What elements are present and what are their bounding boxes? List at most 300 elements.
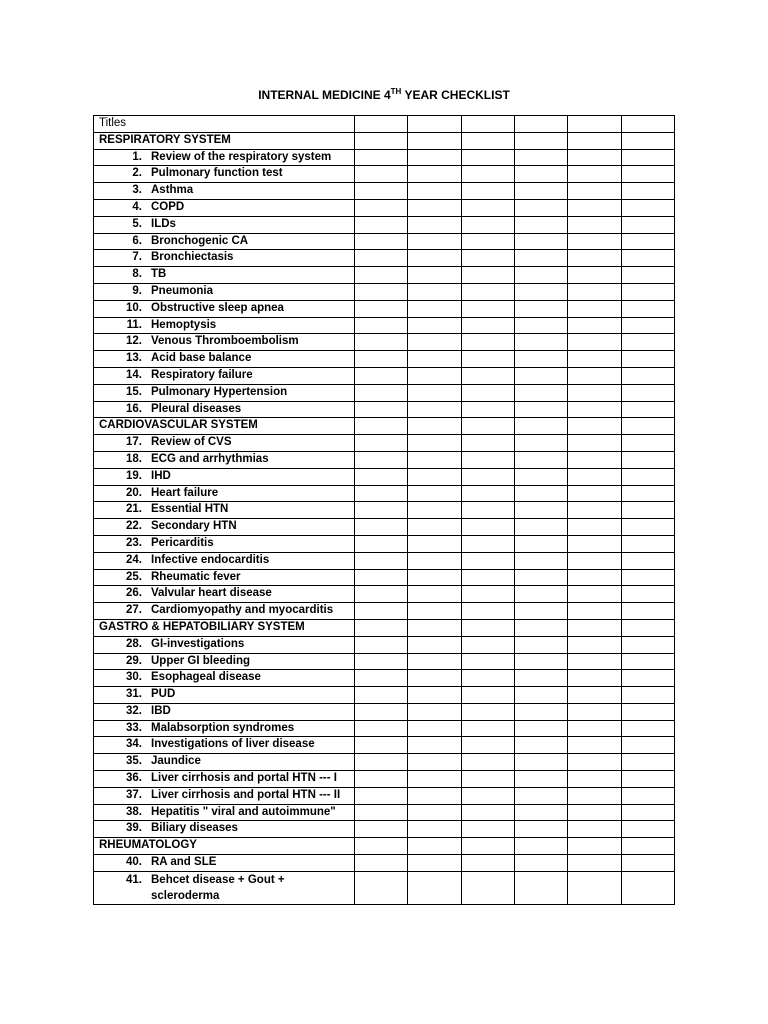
- checkbox-cell[interactable]: [408, 787, 461, 804]
- checkbox-cell[interactable]: [568, 116, 621, 133]
- checkbox-cell[interactable]: [621, 603, 674, 620]
- checkbox-cell[interactable]: [621, 233, 674, 250]
- checkbox-cell[interactable]: [568, 468, 621, 485]
- checkbox-cell[interactable]: [568, 317, 621, 334]
- checkbox-cell[interactable]: [568, 485, 621, 502]
- checkbox-cell[interactable]: [354, 821, 407, 838]
- checkbox-cell[interactable]: [568, 418, 621, 435]
- checkbox-cell[interactable]: [568, 619, 621, 636]
- checkbox-cell[interactable]: [461, 183, 514, 200]
- checkbox-cell[interactable]: [354, 401, 407, 418]
- checkbox-cell[interactable]: [621, 619, 674, 636]
- checkbox-cell[interactable]: [461, 317, 514, 334]
- checkbox-cell[interactable]: [514, 703, 567, 720]
- topic-label: TB: [151, 268, 167, 281]
- checkbox-cell[interactable]: [514, 838, 567, 855]
- checkbox-cell[interactable]: [408, 687, 461, 704]
- checkbox-cell[interactable]: [621, 821, 674, 838]
- checkbox-cell[interactable]: [461, 435, 514, 452]
- checkbox-cell[interactable]: [408, 603, 461, 620]
- checkbox-cell[interactable]: [408, 132, 461, 149]
- checkbox-cell[interactable]: [568, 132, 621, 149]
- checkbox-cell[interactable]: [354, 267, 407, 284]
- checkbox-cell[interactable]: [621, 737, 674, 754]
- topic-number: 38.: [126, 805, 142, 818]
- checkbox-cell[interactable]: [568, 401, 621, 418]
- checkbox-cell[interactable]: [568, 603, 621, 620]
- topic-number: 27.: [126, 604, 142, 617]
- topic-label: Pericarditis: [151, 536, 214, 549]
- checkbox-cell[interactable]: [461, 149, 514, 166]
- checkbox-cell[interactable]: [408, 737, 461, 754]
- checkbox-cell[interactable]: [408, 552, 461, 569]
- checkbox-cell[interactable]: [514, 250, 567, 267]
- checkbox-cell[interactable]: [621, 771, 674, 788]
- checkbox-cell[interactable]: [621, 569, 674, 586]
- checkbox-cell[interactable]: [621, 418, 674, 435]
- checkbox-cell[interactable]: [354, 351, 407, 368]
- section-row: [94, 132, 675, 149]
- checkbox-cell[interactable]: [354, 720, 407, 737]
- checkbox-cell[interactable]: [461, 569, 514, 586]
- checkbox-cell[interactable]: [408, 367, 461, 384]
- checkbox-cell[interactable]: [621, 401, 674, 418]
- checkbox-cell[interactable]: [408, 703, 461, 720]
- checkbox-cell[interactable]: [461, 754, 514, 771]
- checkbox-cell[interactable]: [514, 401, 567, 418]
- checkbox-cell[interactable]: [568, 250, 621, 267]
- checkbox-cell[interactable]: [514, 183, 567, 200]
- checkbox-cell[interactable]: [514, 283, 567, 300]
- checkbox-cell[interactable]: [568, 737, 621, 754]
- checkbox-cell[interactable]: [461, 418, 514, 435]
- checklist-row: [94, 754, 675, 771]
- checkbox-cell[interactable]: [514, 871, 567, 904]
- checkbox-cell[interactable]: [408, 670, 461, 687]
- checkbox-cell[interactable]: [461, 787, 514, 804]
- checkbox-cell[interactable]: [514, 804, 567, 821]
- checkbox-cell[interactable]: [354, 569, 407, 586]
- checkbox-cell[interactable]: [461, 468, 514, 485]
- checkbox-cell[interactable]: [514, 653, 567, 670]
- checkbox-cell[interactable]: [408, 401, 461, 418]
- checkbox-cell[interactable]: [408, 300, 461, 317]
- checkbox-cell[interactable]: [354, 871, 407, 904]
- checkbox-cell[interactable]: [354, 787, 407, 804]
- checkbox-cell[interactable]: [621, 636, 674, 653]
- checkbox-cell[interactable]: [514, 636, 567, 653]
- checkbox-cell[interactable]: [568, 804, 621, 821]
- checkbox-cell[interactable]: [621, 267, 674, 284]
- checkbox-cell[interactable]: [408, 351, 461, 368]
- checkbox-cell[interactable]: [621, 435, 674, 452]
- checkbox-cell[interactable]: [621, 250, 674, 267]
- topic-cell: [94, 300, 355, 317]
- checkbox-cell[interactable]: [621, 132, 674, 149]
- checkbox-cell[interactable]: [408, 754, 461, 771]
- checkbox-cell[interactable]: [568, 754, 621, 771]
- checkbox-cell[interactable]: [461, 451, 514, 468]
- checkbox-cell[interactable]: [354, 384, 407, 401]
- checkbox-cell[interactable]: [461, 166, 514, 183]
- checkbox-cell[interactable]: [354, 216, 407, 233]
- checkbox-cell[interactable]: [408, 771, 461, 788]
- checkbox-cell[interactable]: [621, 116, 674, 133]
- checkbox-cell[interactable]: [354, 737, 407, 754]
- checkbox-cell[interactable]: [354, 367, 407, 384]
- checkbox-cell[interactable]: [408, 216, 461, 233]
- checkbox-cell[interactable]: [461, 401, 514, 418]
- checkbox-cell[interactable]: [514, 502, 567, 519]
- checkbox-cell[interactable]: [621, 855, 674, 872]
- checkbox-cell[interactable]: [408, 183, 461, 200]
- checkbox-cell[interactable]: [354, 283, 407, 300]
- checkbox-cell[interactable]: [408, 485, 461, 502]
- checkbox-cell[interactable]: [568, 233, 621, 250]
- checkbox-cell[interactable]: [621, 317, 674, 334]
- checkbox-cell[interactable]: [568, 351, 621, 368]
- checkbox-cell[interactable]: [514, 367, 567, 384]
- checkbox-cell[interactable]: [354, 183, 407, 200]
- checkbox-cell[interactable]: [408, 384, 461, 401]
- checkbox-cell[interactable]: [514, 216, 567, 233]
- checkbox-cell[interactable]: [568, 838, 621, 855]
- checkbox-cell[interactable]: [408, 233, 461, 250]
- checkbox-cell[interactable]: [461, 367, 514, 384]
- checkbox-cell[interactable]: [354, 317, 407, 334]
- checkbox-cell[interactable]: [568, 367, 621, 384]
- checkbox-cell[interactable]: [461, 771, 514, 788]
- checkbox-cell[interactable]: [514, 485, 567, 502]
- checkbox-cell[interactable]: [568, 720, 621, 737]
- checkbox-cell[interactable]: [514, 855, 567, 872]
- checkbox-cell[interactable]: [408, 519, 461, 536]
- checkbox-cell[interactable]: [461, 720, 514, 737]
- checkbox-cell[interactable]: [354, 418, 407, 435]
- checkbox-cell[interactable]: [461, 670, 514, 687]
- checkbox-cell[interactable]: [354, 334, 407, 351]
- checkbox-cell[interactable]: [621, 384, 674, 401]
- topic-label: Malabsorption syndromes: [151, 721, 295, 734]
- checkbox-cell[interactable]: [621, 166, 674, 183]
- checkbox-cell[interactable]: [354, 670, 407, 687]
- checkbox-cell[interactable]: [461, 687, 514, 704]
- checkbox-cell[interactable]: [514, 132, 567, 149]
- checkbox-cell[interactable]: [461, 233, 514, 250]
- checkbox-cell[interactable]: [354, 636, 407, 653]
- checkbox-cell[interactable]: [568, 166, 621, 183]
- checkbox-cell[interactable]: [568, 334, 621, 351]
- checkbox-cell[interactable]: [461, 283, 514, 300]
- checkbox-cell[interactable]: [408, 855, 461, 872]
- checkbox-cell[interactable]: [568, 653, 621, 670]
- checkbox-cell[interactable]: [514, 451, 567, 468]
- checkbox-cell[interactable]: [514, 771, 567, 788]
- checkbox-cell[interactable]: [461, 300, 514, 317]
- checkbox-cell[interactable]: [408, 199, 461, 216]
- checkbox-cell[interactable]: [621, 149, 674, 166]
- checkbox-cell[interactable]: [354, 703, 407, 720]
- checkbox-cell[interactable]: [461, 855, 514, 872]
- topic-label: Pleural diseases: [151, 402, 242, 415]
- checkbox-cell[interactable]: [514, 435, 567, 452]
- topic-number: 12.: [126, 335, 142, 348]
- checkbox-cell[interactable]: [568, 787, 621, 804]
- checkbox-cell[interactable]: [514, 670, 567, 687]
- checkbox-cell[interactable]: [354, 687, 407, 704]
- checkbox-cell[interactable]: [408, 334, 461, 351]
- checkbox-cell[interactable]: [461, 737, 514, 754]
- checklist-row: [94, 183, 675, 200]
- checkbox-cell[interactable]: [461, 519, 514, 536]
- checklist-row: [94, 233, 675, 250]
- checkbox-cell[interactable]: [354, 603, 407, 620]
- checkbox-cell[interactable]: [408, 283, 461, 300]
- checkbox-cell[interactable]: [408, 720, 461, 737]
- topic-number: 33.: [126, 721, 142, 734]
- checkbox-cell[interactable]: [568, 636, 621, 653]
- checkbox-cell[interactable]: [568, 569, 621, 586]
- checkbox-cell[interactable]: [621, 586, 674, 603]
- checkbox-cell[interactable]: [408, 653, 461, 670]
- checkbox-cell[interactable]: [461, 334, 514, 351]
- checkbox-cell[interactable]: [354, 771, 407, 788]
- checkbox-cell[interactable]: [354, 619, 407, 636]
- checkbox-cell[interactable]: [514, 787, 567, 804]
- checklist-row: [94, 552, 675, 569]
- checkbox-cell[interactable]: [461, 384, 514, 401]
- checkbox-cell[interactable]: [514, 821, 567, 838]
- checkbox-cell[interactable]: [408, 468, 461, 485]
- checklist-row: [94, 821, 675, 838]
- checkbox-cell[interactable]: [621, 351, 674, 368]
- checkbox-cell[interactable]: [354, 199, 407, 216]
- checkbox-cell[interactable]: [461, 267, 514, 284]
- checkbox-cell[interactable]: [408, 166, 461, 183]
- checkbox-cell[interactable]: [621, 754, 674, 771]
- checkbox-cell[interactable]: [408, 804, 461, 821]
- checkbox-cell[interactable]: [354, 233, 407, 250]
- checkbox-cell[interactable]: [568, 451, 621, 468]
- checkbox-cell[interactable]: [354, 754, 407, 771]
- checkbox-cell[interactable]: [354, 250, 407, 267]
- checkbox-cell[interactable]: [514, 166, 567, 183]
- checkbox-cell[interactable]: [568, 283, 621, 300]
- checkbox-cell[interactable]: [461, 603, 514, 620]
- checkbox-cell[interactable]: [514, 149, 567, 166]
- checkbox-cell[interactable]: [408, 418, 461, 435]
- checkbox-cell[interactable]: [514, 199, 567, 216]
- checkbox-cell[interactable]: [408, 586, 461, 603]
- checkbox-cell[interactable]: [621, 720, 674, 737]
- checkbox-cell[interactable]: [354, 485, 407, 502]
- checkbox-cell[interactable]: [408, 250, 461, 267]
- checkbox-cell[interactable]: [514, 737, 567, 754]
- checkbox-cell[interactable]: [408, 451, 461, 468]
- checkbox-cell[interactable]: [408, 838, 461, 855]
- topic-number: 28.: [126, 637, 142, 650]
- topic-label: Infective endocarditis: [151, 553, 270, 566]
- checkbox-cell[interactable]: [621, 838, 674, 855]
- checkbox-cell[interactable]: [461, 552, 514, 569]
- checkbox-cell[interactable]: [461, 586, 514, 603]
- checkbox-cell[interactable]: [461, 619, 514, 636]
- checkbox-cell[interactable]: [461, 804, 514, 821]
- checkbox-cell[interactable]: [568, 384, 621, 401]
- checkbox-cell[interactable]: [568, 535, 621, 552]
- checkbox-cell[interactable]: [408, 569, 461, 586]
- checkbox-cell[interactable]: [621, 871, 674, 904]
- checkbox-cell[interactable]: [568, 502, 621, 519]
- checkbox-cell[interactable]: [461, 132, 514, 149]
- checkbox-cell[interactable]: [354, 116, 407, 133]
- checkbox-cell[interactable]: [461, 199, 514, 216]
- checkbox-cell[interactable]: [621, 468, 674, 485]
- checkbox-cell[interactable]: [568, 267, 621, 284]
- topic-number: 40.: [126, 856, 142, 869]
- checkbox-cell[interactable]: [408, 821, 461, 838]
- checkbox-cell[interactable]: [621, 283, 674, 300]
- checkbox-cell[interactable]: [514, 603, 567, 620]
- checkbox-cell[interactable]: [354, 132, 407, 149]
- checkbox-cell[interactable]: [461, 821, 514, 838]
- checkbox-cell[interactable]: [568, 149, 621, 166]
- checkbox-cell[interactable]: [354, 653, 407, 670]
- checkbox-cell[interactable]: [621, 519, 674, 536]
- checkbox-cell[interactable]: [568, 703, 621, 720]
- checkbox-cell[interactable]: [461, 653, 514, 670]
- checkbox-cell[interactable]: [568, 855, 621, 872]
- checkbox-cell[interactable]: [621, 334, 674, 351]
- checkbox-cell[interactable]: [621, 787, 674, 804]
- checkbox-cell[interactable]: [568, 519, 621, 536]
- section-title: RESPIRATORY SYSTEM: [94, 132, 355, 149]
- checkbox-cell[interactable]: [461, 351, 514, 368]
- checkbox-cell[interactable]: [621, 703, 674, 720]
- checkbox-cell[interactable]: [461, 838, 514, 855]
- topic-number: 32.: [126, 704, 142, 717]
- checkbox-cell[interactable]: [621, 216, 674, 233]
- checkbox-cell[interactable]: [408, 636, 461, 653]
- checkbox-cell[interactable]: [408, 535, 461, 552]
- checkbox-cell[interactable]: [461, 485, 514, 502]
- checkbox-cell[interactable]: [461, 502, 514, 519]
- checkbox-cell[interactable]: [514, 351, 567, 368]
- checkbox-cell[interactable]: [514, 334, 567, 351]
- checkbox-cell[interactable]: [514, 233, 567, 250]
- checkbox-cell[interactable]: [408, 435, 461, 452]
- checkbox-cell[interactable]: [408, 267, 461, 284]
- checkbox-cell[interactable]: [568, 670, 621, 687]
- checkbox-cell[interactable]: [568, 687, 621, 704]
- checkbox-cell[interactable]: [354, 519, 407, 536]
- checkbox-cell[interactable]: [408, 619, 461, 636]
- checkbox-cell[interactable]: [514, 720, 567, 737]
- checkbox-cell[interactable]: [621, 367, 674, 384]
- checkbox-cell[interactable]: [621, 552, 674, 569]
- checkbox-cell[interactable]: [621, 300, 674, 317]
- checkbox-cell[interactable]: [354, 502, 407, 519]
- checkbox-cell[interactable]: [568, 199, 621, 216]
- checkbox-cell[interactable]: [354, 300, 407, 317]
- checkbox-cell[interactable]: [568, 552, 621, 569]
- checkbox-cell[interactable]: [514, 586, 567, 603]
- checklist-row: [94, 670, 675, 687]
- topic-label: Secondary HTN: [151, 520, 237, 533]
- checkbox-cell[interactable]: [568, 435, 621, 452]
- checkbox-cell[interactable]: [568, 216, 621, 233]
- checkbox-cell[interactable]: [354, 451, 407, 468]
- checkbox-cell[interactable]: [461, 703, 514, 720]
- checkbox-cell[interactable]: [408, 149, 461, 166]
- topic-label: ECG and arrhythmias: [151, 452, 269, 465]
- checkbox-cell[interactable]: [408, 317, 461, 334]
- checkbox-cell[interactable]: [461, 216, 514, 233]
- checkbox-cell[interactable]: [354, 855, 407, 872]
- checkbox-cell[interactable]: [568, 300, 621, 317]
- checkbox-cell[interactable]: [621, 502, 674, 519]
- checkbox-cell[interactable]: [621, 687, 674, 704]
- checkbox-cell[interactable]: [354, 535, 407, 552]
- checkbox-cell[interactable]: [354, 838, 407, 855]
- checkbox-cell[interactable]: [621, 183, 674, 200]
- checkbox-cell[interactable]: [354, 149, 407, 166]
- checkbox-cell[interactable]: [354, 586, 407, 603]
- checkbox-cell[interactable]: [514, 619, 567, 636]
- checkbox-cell[interactable]: [568, 586, 621, 603]
- checkbox-cell[interactable]: [568, 871, 621, 904]
- checkbox-cell[interactable]: [408, 871, 461, 904]
- checkbox-cell[interactable]: [568, 821, 621, 838]
- checkbox-cell[interactable]: [514, 468, 567, 485]
- checklist-row: [94, 519, 675, 536]
- checkbox-cell[interactable]: [354, 435, 407, 452]
- checkbox-cell[interactable]: [514, 687, 567, 704]
- checkbox-cell[interactable]: [514, 519, 567, 536]
- checkbox-cell[interactable]: [514, 317, 567, 334]
- checkbox-cell[interactable]: [408, 116, 461, 133]
- checkbox-cell[interactable]: [621, 804, 674, 821]
- checkbox-cell[interactable]: [514, 116, 567, 133]
- checkbox-cell[interactable]: [354, 468, 407, 485]
- checkbox-cell[interactable]: [621, 653, 674, 670]
- checkbox-cell[interactable]: [354, 166, 407, 183]
- checkbox-cell[interactable]: [514, 418, 567, 435]
- checkbox-cell[interactable]: [354, 804, 407, 821]
- checkbox-cell[interactable]: [568, 771, 621, 788]
- checkbox-cell[interactable]: [621, 535, 674, 552]
- checkbox-cell[interactable]: [514, 300, 567, 317]
- checkbox-cell[interactable]: [461, 871, 514, 904]
- checkbox-cell[interactable]: [408, 502, 461, 519]
- checkbox-cell[interactable]: [461, 535, 514, 552]
- checkbox-cell[interactable]: [621, 199, 674, 216]
- checkbox-cell[interactable]: [514, 552, 567, 569]
- checkbox-cell[interactable]: [621, 485, 674, 502]
- checkbox-cell[interactable]: [514, 569, 567, 586]
- checkbox-cell[interactable]: [514, 384, 567, 401]
- checkbox-cell[interactable]: [621, 451, 674, 468]
- checkbox-cell[interactable]: [461, 636, 514, 653]
- checkbox-cell[interactable]: [514, 267, 567, 284]
- checkbox-cell[interactable]: [461, 116, 514, 133]
- checkbox-cell[interactable]: [568, 183, 621, 200]
- checkbox-cell[interactable]: [514, 754, 567, 771]
- checkbox-cell[interactable]: [621, 670, 674, 687]
- checkbox-cell[interactable]: [514, 535, 567, 552]
- checkbox-cell[interactable]: [461, 250, 514, 267]
- checkbox-cell[interactable]: [354, 552, 407, 569]
